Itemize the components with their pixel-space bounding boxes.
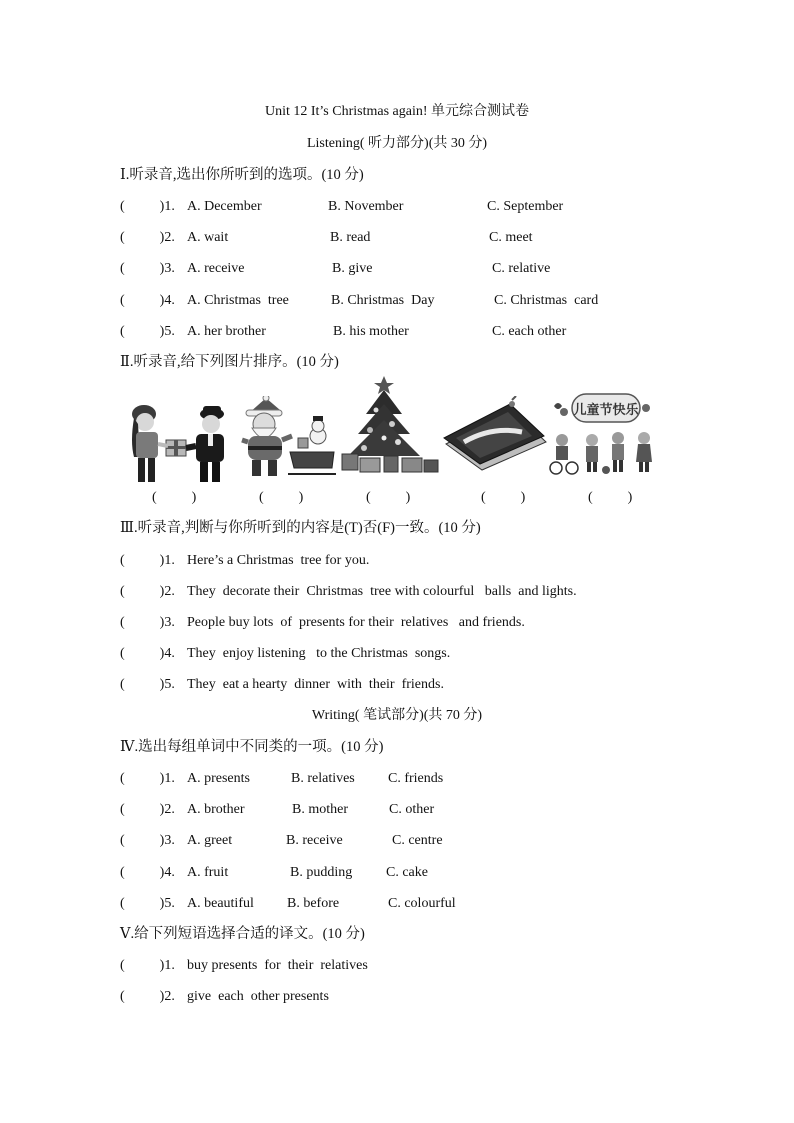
question-number: ( )5. [120,896,175,911]
statement-text: They eat a hearty dinner with their friends. [187,677,444,692]
banner-text: 儿童节快乐 [573,403,639,418]
option-c: C. each other [492,324,567,339]
option-b: B. Christmas Day [331,293,435,308]
question-number: ( )2. [120,802,175,817]
listening-header: Listening( 听力部分)(共 30 分) [306,136,488,151]
question-number: ( )5. [120,677,175,692]
question-number: ( )2. [120,584,175,599]
option-b: B. give [332,261,373,276]
option-b: B. mother [292,802,348,817]
option-b: B. before [287,896,340,911]
option-a: A. brother [187,802,245,817]
question-number: ( )1. [120,958,175,973]
option-b: B. relatives [291,771,355,786]
santa-sleigh-picture [236,396,340,482]
question-number: ( )1. [120,199,175,214]
option-b: B. receive [286,833,343,848]
option-c: C. relative [492,261,551,276]
phrase-text: give each other presents [187,989,329,1004]
question-number: ( )3. [120,615,175,630]
picture-answer-blank[interactable]: ( ) [152,490,197,505]
option-b: B. pudding [290,865,353,880]
option-a: A. greet [187,833,233,848]
option-c: C. cake [386,865,428,880]
happy-kids-picture [548,386,660,478]
christmas-card-picture [442,396,550,472]
section-4-heading: Ⅳ.选出每组单词中不同类的一项。(10 分) [120,739,384,755]
question-number: ( )2. [120,989,175,1004]
picture-answer-blank[interactable]: ( ) [481,490,526,505]
question-number: ( )4. [120,293,175,308]
option-c: C. Christmas card [494,293,599,308]
statement-text: They decorate their Christmas tree with colourful balls and lights. [187,584,577,599]
option-a: A. fruit [187,865,229,880]
question-number: ( )3. [120,833,175,848]
option-b: B. his mother [333,324,409,339]
statement-text: Here’s a Christmas tree for you. [187,553,370,568]
option-a: A. presents [187,771,250,786]
picture-answer-blank[interactable]: ( ) [366,490,411,505]
option-a: A. her brother [187,324,266,339]
writing-header: Writing( 笔试部分)(共 70 分) [311,708,483,723]
page-title: Unit 12 It’s Christmas again! 单元综合测试卷 [264,104,530,119]
option-b: B. read [330,230,371,245]
section-5-heading: Ⅴ.给下列短语选择合适的译文。(10 分) [120,926,365,942]
question-number: ( )2. [120,230,175,245]
phrase-text: buy presents for their relatives [187,958,368,973]
question-number: ( )1. [120,553,175,568]
christmas-tree-picture [340,376,440,476]
option-b: B. November [328,199,404,214]
option-a: A. December [187,199,262,214]
option-c: C. friends [388,771,444,786]
option-c: C. centre [392,833,443,848]
question-number: ( )4. [120,646,175,661]
statement-text: They enjoy listening to the Christmas songs. [187,646,451,661]
question-number: ( )5. [120,324,175,339]
option-a: A. wait [187,230,229,245]
option-c: C. colourful [388,896,456,911]
option-a: A. receive [187,261,245,276]
option-c: C. meet [489,230,533,245]
section-2-heading: Ⅱ.听录音,给下列图片排序。(10 分) [120,354,339,370]
question-number: ( )1. [120,771,175,786]
option-a: A. beautiful [187,896,254,911]
picture-answer-blank[interactable]: ( ) [588,490,633,505]
option-c: C. September [487,199,564,214]
children-gift-picture [120,402,238,484]
picture-answer-blank[interactable]: ( ) [259,490,304,505]
statement-text: People buy lots of presents for their relatives and friends. [187,615,525,630]
question-number: ( )3. [120,261,175,276]
question-number: ( )4. [120,865,175,880]
section-1-heading: Ⅰ.听录音,选出你所听到的选项。(10 分) [120,167,364,183]
option-c: C. other [389,802,435,817]
option-a: A. Christmas tree [187,293,289,308]
section-3-heading: Ⅲ.听录音,判断与你所听到的内容是(T)否(F)一致。(10 分) [120,520,481,536]
